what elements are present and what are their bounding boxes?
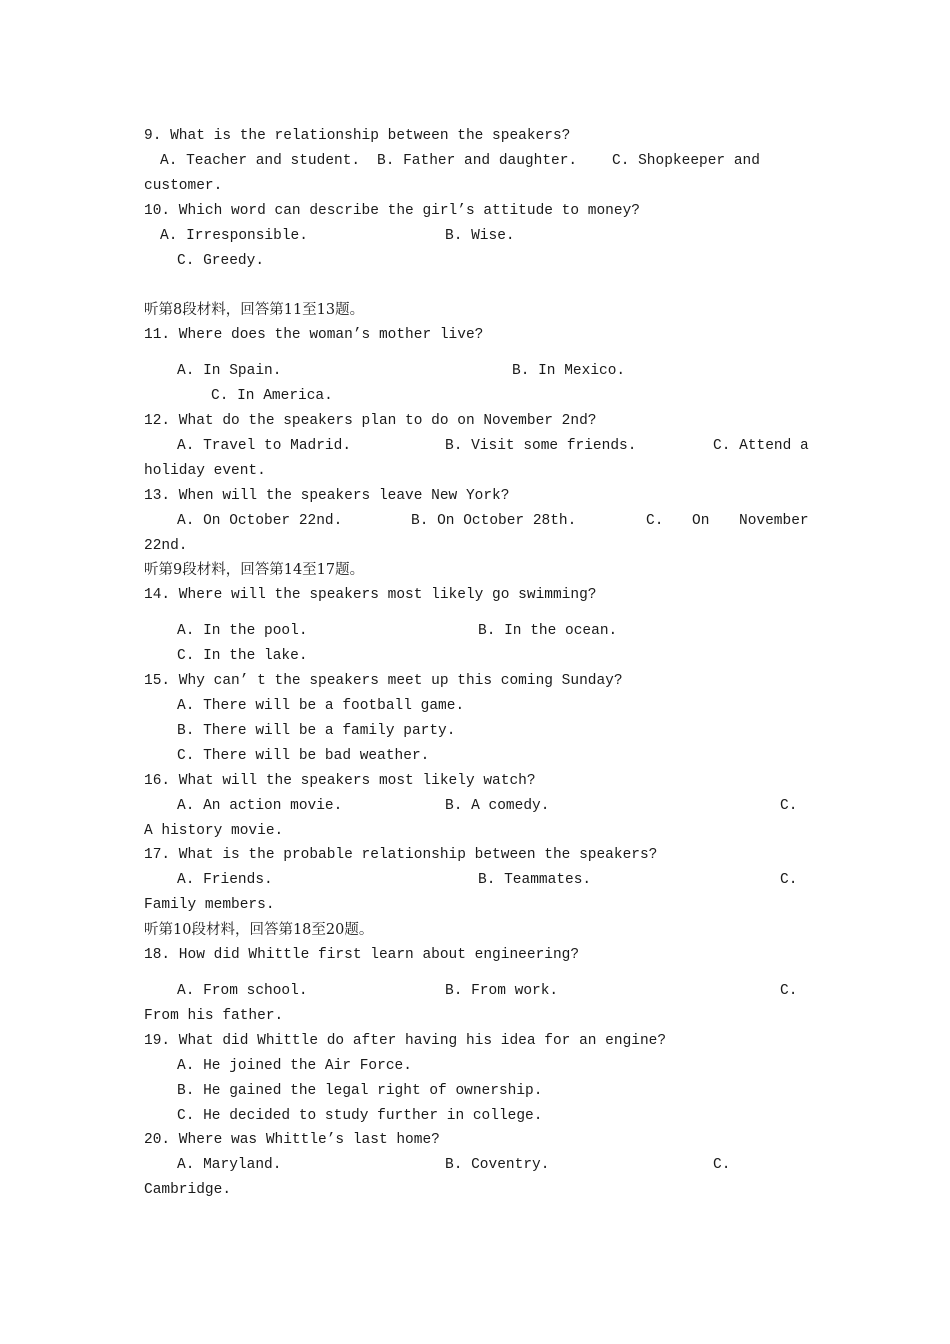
question-13 xyxy=(144,484,808,509)
question-20-text: 20. Where was Whittle’s last home? xyxy=(144,1132,440,1148)
question-12-text: 12. What do the speakers plan to do on November 2nd? xyxy=(144,413,597,429)
question-19-option-a-row xyxy=(144,1054,808,1079)
question-17-option-c-cont: Family members. xyxy=(144,897,275,913)
question-13-option-b: B. On October 28th. xyxy=(411,513,577,529)
question-9-option-c-cont: customer. xyxy=(144,178,223,194)
question-16-text: 16. What will the speakers most likely watch? xyxy=(144,773,536,789)
question-15-option-c-row xyxy=(144,744,808,769)
question-20-option-c-continued xyxy=(144,1178,808,1203)
section-8-heading-text: 听第8段材料，回答第11至13题。 xyxy=(144,302,365,318)
question-17-options xyxy=(144,868,808,893)
question-19-text: 19. What did Whittle do after having his idea for an engine? xyxy=(144,1033,667,1049)
question-18-option-b: B. From work. xyxy=(445,983,559,999)
question-19-option-c-row xyxy=(144,1104,808,1129)
question-18-text: 18. How did Whittle first learn about engineering? xyxy=(144,947,580,963)
question-18-options xyxy=(144,979,808,1004)
question-17-option-c-continued xyxy=(144,893,808,918)
question-13-options xyxy=(144,509,808,534)
question-9 xyxy=(144,124,808,149)
question-18-option-c-cont: From his father. xyxy=(144,1008,284,1024)
question-15-option-a-row xyxy=(144,694,808,719)
question-12-option-b: B. Visit some friends. xyxy=(445,438,637,454)
question-11-options-row-2 xyxy=(144,384,808,409)
question-17 xyxy=(144,843,808,868)
question-19-option-b-row xyxy=(144,1079,808,1104)
question-10-text: 10. Which word can describe the girl’s attitude to money? xyxy=(144,203,640,219)
question-14-text: 14. Where will the speakers most likely go swimming? xyxy=(144,587,597,603)
question-20 xyxy=(144,1128,808,1153)
question-11-text: 11. Where does the woman’s mother live? xyxy=(144,327,484,343)
question-12-option-c: C. Attend a xyxy=(713,438,809,454)
question-16-option-c-continued xyxy=(144,819,808,844)
question-13-option-c-letter: C. xyxy=(646,513,664,529)
question-20-option-c: C. xyxy=(713,1157,731,1173)
question-12-option-c-cont: holiday event. xyxy=(144,463,266,479)
question-13-option-c-cont: 22nd. xyxy=(144,538,188,554)
section-10-heading-text: 听第10段材料，回答第18至20题。 xyxy=(144,922,374,938)
question-10-option-a: A. Irresponsible. xyxy=(160,228,308,244)
question-13-option-c-word-1: On xyxy=(692,513,710,529)
question-13-option-c-word-2: November xyxy=(739,513,809,529)
question-9-option-c-continued xyxy=(144,174,808,199)
question-14-options xyxy=(144,619,808,644)
question-9-option-a: A. Teacher and student. xyxy=(160,153,361,169)
question-19 xyxy=(144,1029,808,1054)
question-12-options xyxy=(144,434,808,459)
question-16-option-c-cont: A history movie. xyxy=(144,823,284,839)
question-9-option-b: B. Father and daughter. xyxy=(377,153,578,169)
question-18 xyxy=(144,943,808,968)
question-12-option-a: A. Travel to Madrid. xyxy=(177,438,352,454)
question-14 xyxy=(144,583,808,608)
question-16-option-a: A. An action movie. xyxy=(177,798,343,814)
question-14-option-a: A. In the pool. xyxy=(177,623,308,639)
question-18-option-c: C. xyxy=(780,983,798,999)
question-16-option-b: B. A comedy. xyxy=(445,798,550,814)
question-11-option-c: C. In America. xyxy=(211,388,333,404)
question-10-options-row-2 xyxy=(144,249,808,274)
question-15-option-b-row xyxy=(144,719,808,744)
question-20-option-b: B. Coventry. xyxy=(445,1157,550,1173)
question-16-option-c: C. xyxy=(780,798,798,814)
question-19-option-b: B. He gained the legal right of ownership. xyxy=(177,1083,543,1099)
question-12-option-c-continued xyxy=(144,459,808,484)
question-13-option-a: A. On October 22nd. xyxy=(177,513,343,529)
question-17-text: 17. What is the probable relationship between the speakers? xyxy=(144,847,658,863)
question-19-option-c: C. He decided to study further in college. xyxy=(177,1108,543,1124)
section-9-heading-text: 听第9段材料，回答第14至17题。 xyxy=(144,562,365,578)
question-16 xyxy=(144,769,808,794)
section-8-heading xyxy=(144,298,808,323)
question-11 xyxy=(144,323,808,348)
question-10-options xyxy=(144,224,808,249)
question-18-option-c-continued xyxy=(144,1004,808,1029)
question-9-option-c: C. Shopkeeper and xyxy=(612,153,760,169)
question-15-option-b: B. There will be a family party. xyxy=(177,723,456,739)
question-20-options xyxy=(144,1153,808,1178)
section-9-heading xyxy=(144,558,808,583)
question-10-option-c: C. Greedy. xyxy=(177,253,265,269)
question-9-text: 9. What is the relationship between the speakers? xyxy=(144,128,571,144)
question-11-options xyxy=(144,359,808,384)
question-17-option-c: C. xyxy=(780,872,798,888)
question-12 xyxy=(144,409,808,434)
question-20-option-c-cont: Cambridge. xyxy=(144,1182,232,1198)
question-18-option-a: A. From school. xyxy=(177,983,308,999)
question-20-option-a: A. Maryland. xyxy=(177,1157,282,1173)
section-10-heading xyxy=(144,918,808,943)
question-15-text: 15. Why can’ t the speakers meet up this coming Sunday? xyxy=(144,673,623,689)
question-15 xyxy=(144,669,808,694)
question-10-option-b: B. Wise. xyxy=(445,228,515,244)
question-14-option-b: B. In the ocean. xyxy=(478,623,618,639)
question-10 xyxy=(144,199,808,224)
question-9-options xyxy=(144,149,808,174)
question-11-option-a: A. In Spain. xyxy=(177,363,282,379)
question-13-text: 13. When will the speakers leave New York? xyxy=(144,488,510,504)
question-17-option-b: B. Teammates. xyxy=(478,872,592,888)
question-16-options xyxy=(144,794,808,819)
question-19-option-a: A. He joined the Air Force. xyxy=(177,1058,412,1074)
question-15-option-c: C. There will be bad weather. xyxy=(177,748,430,764)
question-14-options-row-2 xyxy=(144,644,808,669)
question-17-option-a: A. Friends. xyxy=(177,872,273,888)
question-14-option-c: C. In the lake. xyxy=(177,648,308,664)
question-11-option-b: B. In Mexico. xyxy=(512,363,626,379)
question-13-option-c-continued xyxy=(144,534,808,559)
question-15-option-a: A. There will be a football game. xyxy=(177,698,465,714)
